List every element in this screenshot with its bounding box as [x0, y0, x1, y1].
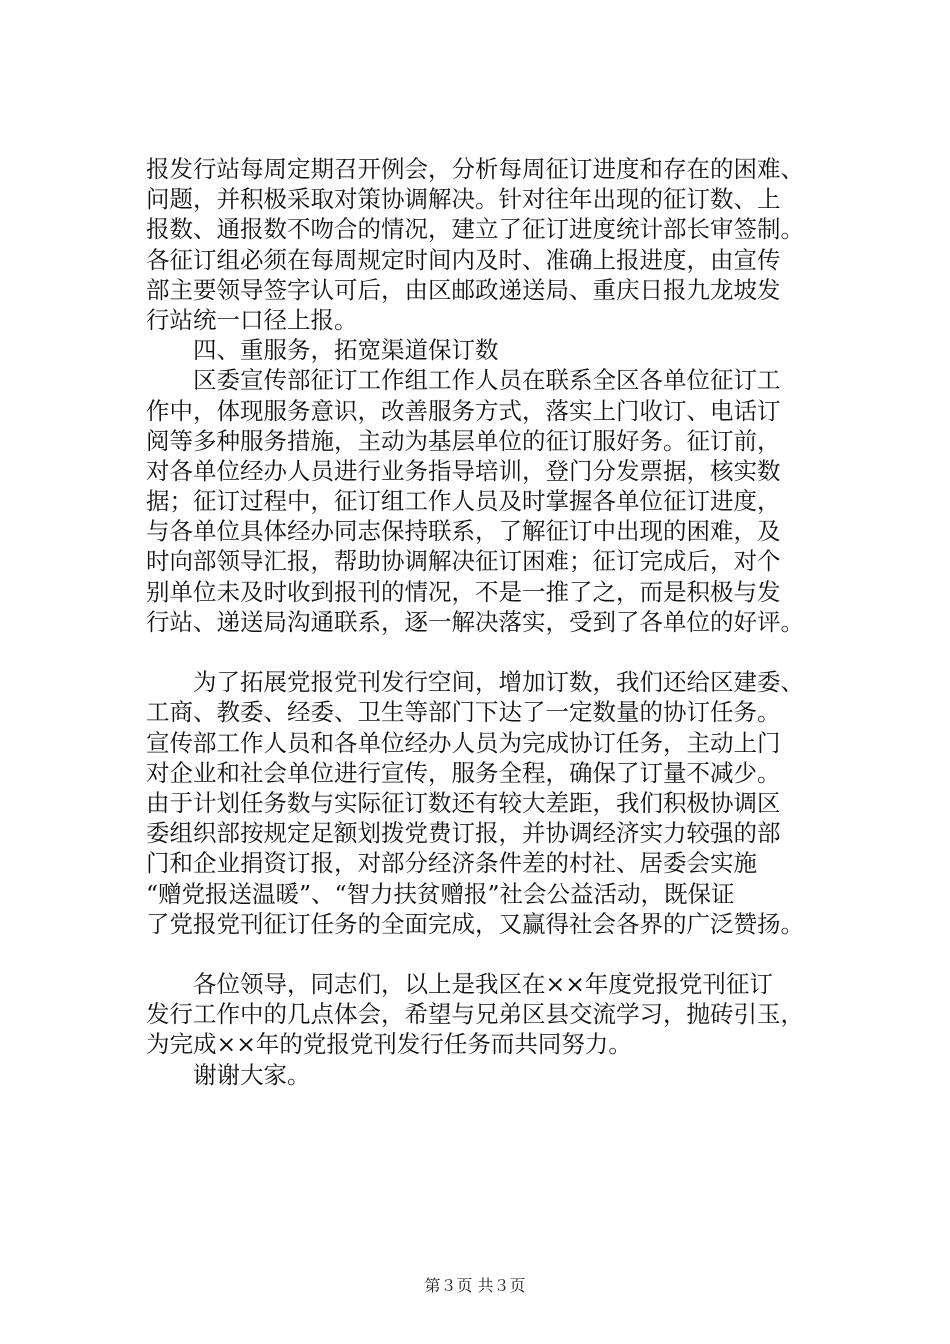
- section-heading: [146, 335, 836, 365]
- text-line: 报数、通报数不吻合的情况，建立了征订进度统计部长审签制。: [146, 215, 804, 244]
- text-line: 据；征订过程中，征订组工作人员及时掌握各单位征订进度，: [146, 487, 781, 516]
- text-line: 时向部领导汇报，帮助协调解决征订困难；征订完成后，对个: [146, 547, 781, 576]
- page-number: 第３页 共３页: [424, 1276, 526, 1295]
- text-line: 委组织部按规定足额划拨党费订报，并协调经济实力较强的部: [146, 819, 781, 848]
- paragraph-4: [146, 969, 836, 1060]
- page-footer: [0, 1276, 950, 1296]
- text-line: 报发行站每周定期召开例会，分析每周征订进度和存在的困难、: [146, 155, 804, 183]
- text-line: 行站、递送局沟通联系，逐一解决落实，受到了各单位的好评。: [146, 607, 804, 636]
- text-line: 由于计划任务数与实际征订数还有较大差距，我们积极协调区: [146, 788, 781, 817]
- paragraph-2: [146, 365, 836, 637]
- text-line: 部主要领导签字认可后，由区邮政递送局、重庆日报九龙坡发: [146, 275, 781, 304]
- text-line: 发行工作中的几点体会，希望与兄弟区县交流学习，抛砖引玉，: [146, 1000, 804, 1029]
- paragraph-3: [146, 667, 836, 939]
- paragraph-gap: [146, 637, 836, 667]
- text-line: 区委宣传部征订工作组工作人员在联系全区各单位征订工: [146, 366, 781, 395]
- text-line: 对各单位经办人员进行业务指导培训，登门分发票据，核实数: [146, 456, 781, 485]
- text-line: 门和企业捐资订报，对部分经济条件差的村社、居委会实施: [146, 849, 757, 878]
- text-line: 别单位未及时收到报刊的情况，不是一推了之，而是积极与发: [146, 577, 781, 606]
- text-line: 谢谢大家。: [146, 1060, 311, 1089]
- text-line: “赠党报送温暖”、“智力扶贫赠报”社会公益活动，既保证: [146, 879, 735, 908]
- text-line: 问题，并积极采取对策协调解决。针对往年出现的征订数、上: [146, 185, 781, 214]
- closing-line: [146, 1060, 836, 1090]
- text-line: 各征订组必须在每周规定时间内及时、准确上报进度，由宣传: [146, 245, 781, 274]
- text-line: 与各单位具体经办同志保持联系，了解征订中出现的困难，及: [146, 517, 781, 546]
- document-body: [146, 154, 836, 1090]
- paragraph-0: [146, 154, 836, 335]
- text-line: 了党报党刊征订任务的全面完成，又赢得社会各界的广泛赞扬。: [146, 909, 804, 938]
- text-line: 宣传部工作人员和各单位经办人员为完成协订任务，主动上门: [146, 728, 781, 757]
- text-line: 四、重服务，拓宽渠道保订数: [146, 336, 499, 365]
- text-line: 为完成××年的党报党刊发行任务而共同努力。: [146, 1030, 632, 1059]
- text-line: 对企业和社会单位进行宣传，服务全程，确保了订量不减少。: [146, 758, 781, 787]
- text-line: 为了拓展党报党刊发行空间，增加订数，我们还给区建委、: [146, 668, 804, 697]
- text-line: 作中，体现服务意识，改善服务方式，落实上门收订、电话订: [146, 396, 781, 425]
- paragraph-gap: [146, 939, 836, 969]
- text-line: 阅等多种服务措施，主动为基层单位的征订服好务。征订前，: [146, 426, 781, 455]
- text-line: 行站统一口径上报。: [146, 305, 358, 334]
- text-line: 各位领导，同志们，以上是我区在××年度党报党刊征订: [146, 970, 773, 999]
- text-line: 工商、教委、经委、卫生等部门下达了一定数量的协订任务。: [146, 698, 781, 727]
